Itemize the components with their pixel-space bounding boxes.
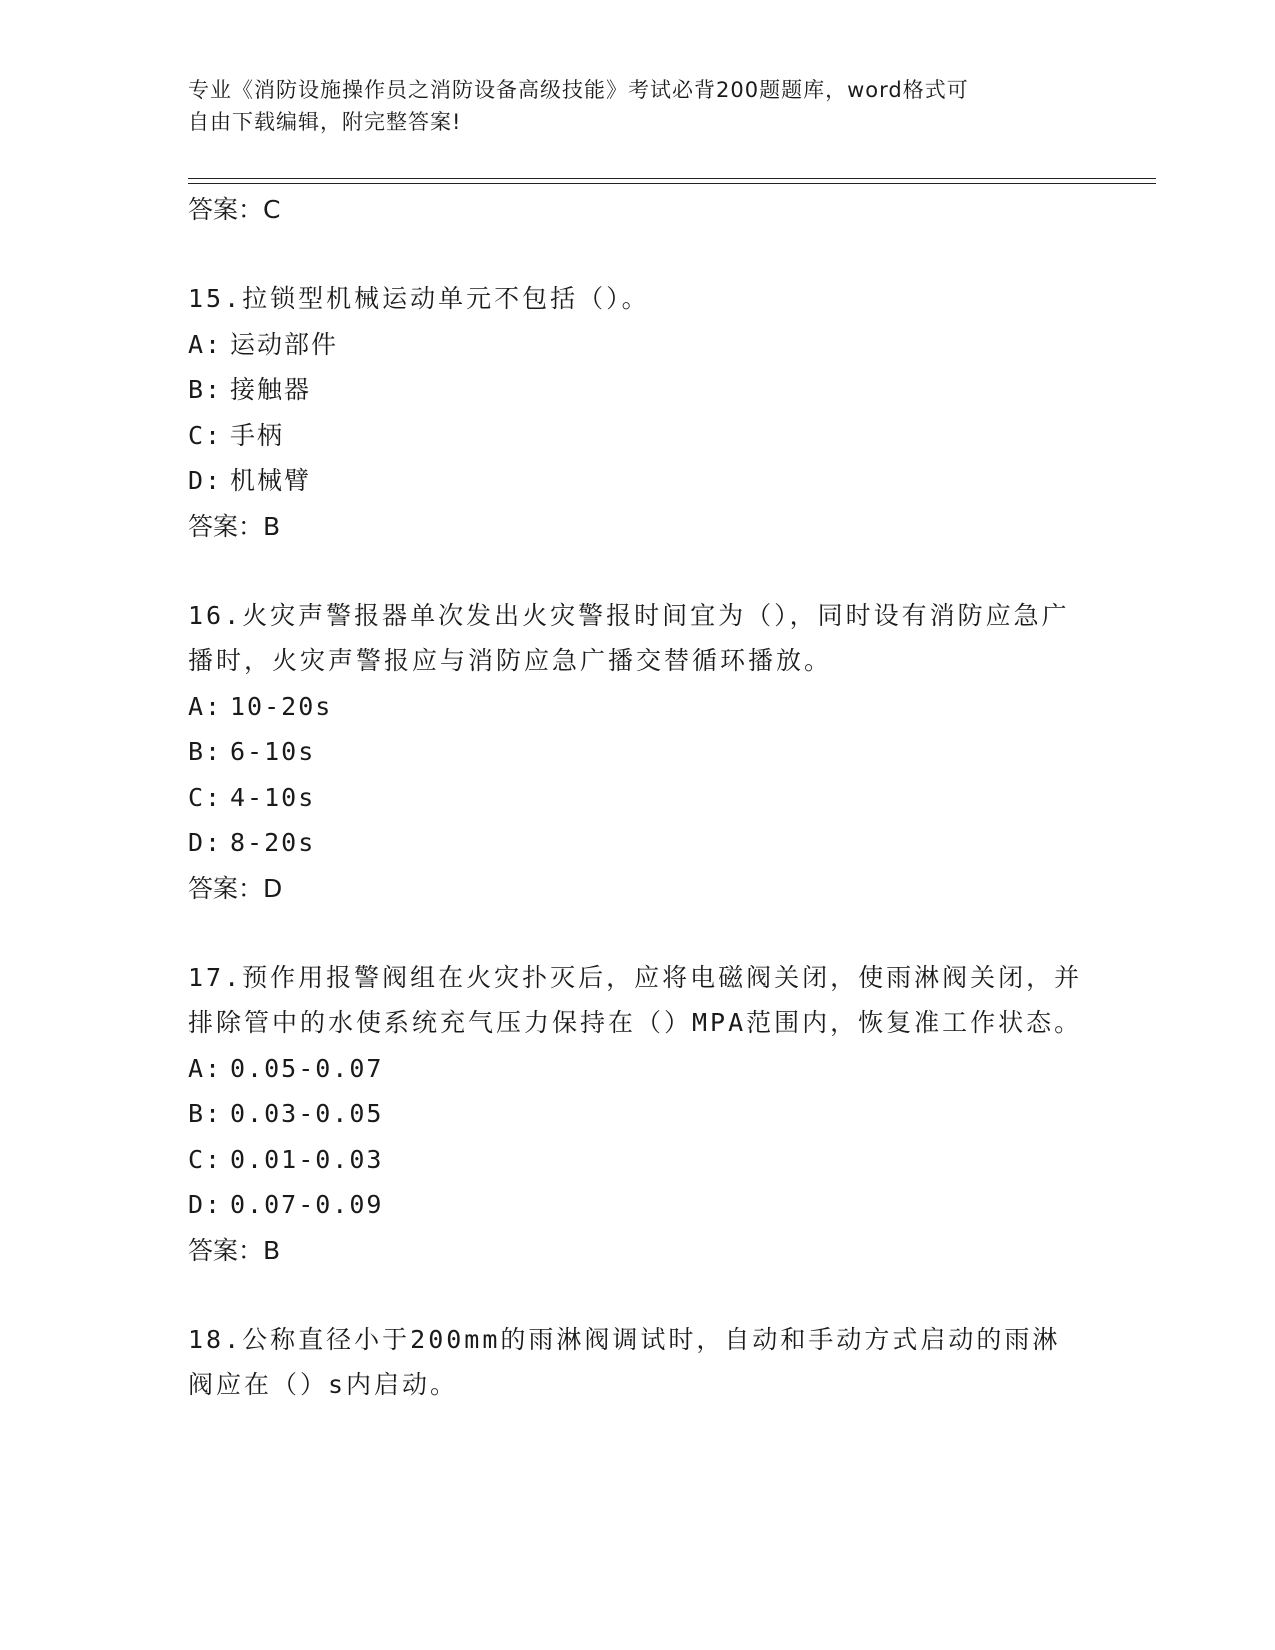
option-label: C: — [188, 782, 223, 812]
option-text: 6-10s — [230, 737, 316, 766]
question-stem: 17.预作用报警阀组在火灾扑灭后，应将电磁阀关闭，使雨淋阀关闭，并排除管中的水使系统充气压力保持在（）MPA范围内，恢复准工作状态。 — [188, 962, 1083, 1037]
option-label: A: — [188, 691, 223, 721]
option-text: 机械臂 — [230, 466, 312, 495]
header-rule-bottom — [188, 183, 1156, 184]
option-label: B: — [188, 1099, 223, 1128]
option-a — [188, 322, 1088, 368]
option-b — [188, 367, 1088, 413]
question-answer: 答案：D — [188, 873, 283, 903]
option-text: 0.07-0.09 — [230, 1190, 384, 1219]
header-line-2: 自由下载编辑，附完整答案! — [188, 110, 462, 134]
option-text: 0.05-0.07 — [230, 1053, 384, 1083]
option-label: B: — [188, 375, 223, 404]
question-answer: 答案：B — [188, 511, 281, 541]
option-label: D: — [188, 466, 223, 495]
question-18 — [188, 1317, 1088, 1408]
question-15 — [188, 276, 1088, 549]
option-c — [188, 413, 1088, 459]
question-16 — [188, 593, 1088, 911]
option-label: B: — [188, 737, 223, 766]
page-header — [188, 74, 1088, 138]
option-label: A: — [188, 1053, 223, 1083]
option-c — [188, 1137, 1088, 1183]
option-label: D: — [188, 828, 223, 857]
question-list — [188, 187, 1088, 1408]
header-line-1: 专业《消防设施操作员之消防设备高级技能》考试必背200题题库，word格式可 — [188, 78, 969, 102]
question-stem: 15.拉锁型机械运动单元不包括（）。 — [188, 284, 650, 313]
option-text: 接触器 — [230, 375, 312, 404]
question-stem: 16.火灾声警报器单次发出火灾警报时间宜为（），同时设有消防应急广播时，火灾声警报应与消防应急广播交替循环播放。 — [188, 600, 1070, 675]
option-d — [188, 1182, 1088, 1228]
previous-answer: 答案：C — [188, 195, 281, 224]
option-text: 运动部件 — [230, 329, 339, 359]
option-text: 0.03-0.05 — [230, 1099, 384, 1128]
option-label: D: — [188, 1190, 223, 1219]
option-d — [188, 820, 1088, 866]
question-stem: 18.公称直径小于200mm的雨淋阀调试时，自动和手动方式启动的雨淋阀应在（）s内启动。 — [188, 1324, 1061, 1399]
option-c — [188, 775, 1088, 821]
option-label: C: — [188, 420, 223, 450]
option-label: A: — [188, 329, 223, 359]
option-a — [188, 684, 1088, 730]
question-answer: 答案：B — [188, 1235, 281, 1265]
option-text: 0.01-0.03 — [230, 1144, 384, 1174]
option-label: C: — [188, 1144, 223, 1174]
option-text: 10-20s — [230, 691, 333, 721]
option-text: 4-10s — [230, 782, 316, 812]
question-17 — [188, 955, 1088, 1273]
option-text: 手柄 — [230, 420, 285, 450]
option-b — [188, 1091, 1088, 1137]
option-b — [188, 729, 1088, 775]
option-text: 8-20s — [230, 828, 316, 857]
header-rule-top — [188, 178, 1156, 179]
option-d — [188, 458, 1088, 504]
option-a — [188, 1046, 1088, 1092]
